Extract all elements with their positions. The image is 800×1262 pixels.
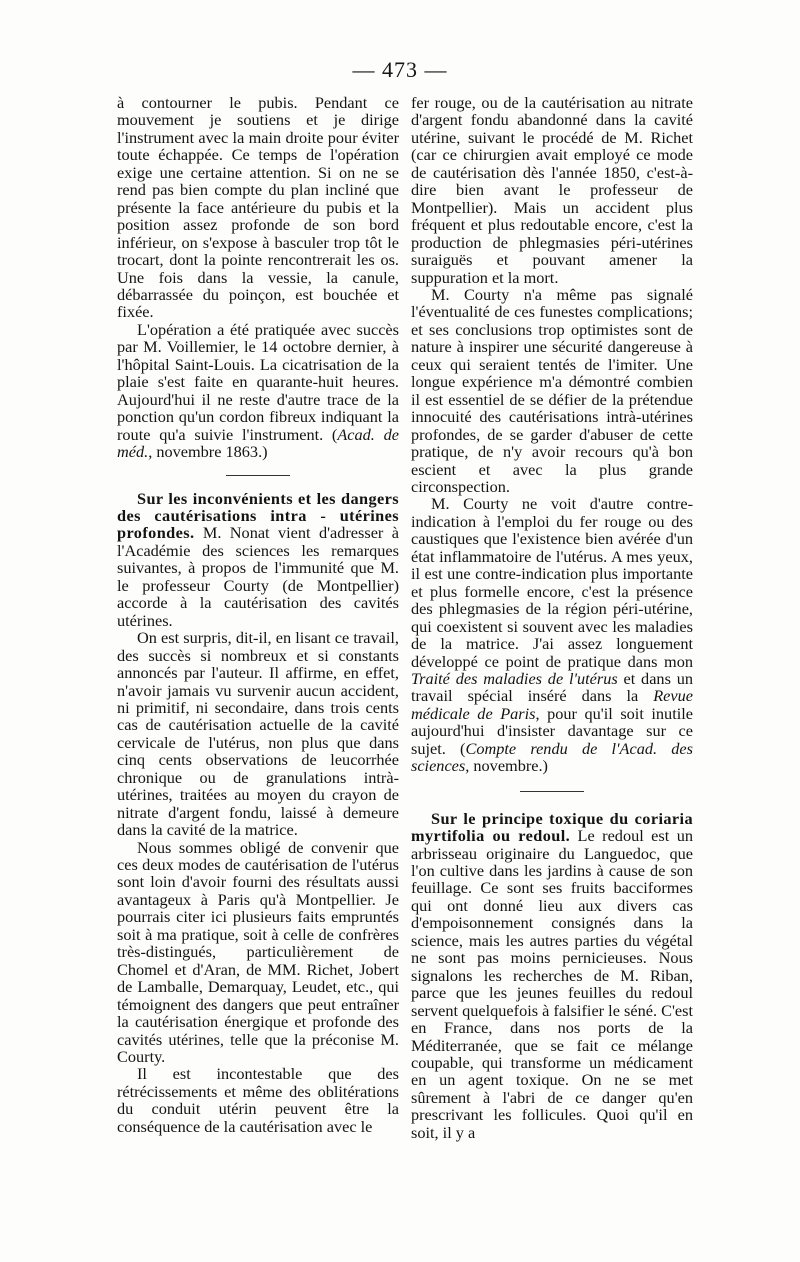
paragraph: Nous sommes obligé de convenir que ces deux modes de cautérisation de l'utérus sont loin d'avoir fourni des résultats aussi avantageux à Paris qu'à Montpellier. Je pourrais citer ici plusieurs faits empruntés soit à ma pratique, soit à celle de confrères très-distingués, particulièrement de Chomel et d'Aran, de MM. Richet, Jobert de Lamballe, Demarquay, Leudet, etc., qui témoignent des dangers que peut entraîner la cautérisation énergique et profonde des cavités utérines, telle que la préconise M. Courty. xyxy=(117,837,399,1067)
paragraph-text: , novembre.) xyxy=(465,756,548,776)
book-title: Traité des maladies de l'utérus xyxy=(411,668,618,688)
paragraph: On est surpris, dit-il, en lisant ce travail, des succès si nombreux et si constants annoncés par l'auteur. Il affirme, en effet, n'avoir jamais vu survenir aucun accident, ni primitif, ni secondaire, dans trois cents cas de cautérisation actuelle de la cavité cervicale de l'utérus, non plus que dans cinq cents observations de leucorrhée chronique ou de granulations intrà-utérines, traitées au moyen du crayon de nitrate d'argent fondu, laissé à demeure dans la cavité de la matrice. xyxy=(117,628,399,840)
paragraph-text: M. Nonat vient d'adresser à l'Académie des sciences les remarques suivantes, à propos de l'immunité que M. le professeur Courty (de Montpellier) accorde à la cautérisation des cavités utérines. xyxy=(117,523,399,630)
paragraph xyxy=(411,495,693,774)
section-paragraph xyxy=(411,810,693,1142)
paragraph: à contourner le pubis. Pendant ce mouvement je soutiens et je dirige l'instrument avec la main droite pour éviter toute échappée. Ce temps de l'opération exige une certaine attention. Si on ne se rend pas bien compte du plan incliné que présente la face antérieure du pubis et la position assez profonde de son bord inférieur, on s'expose à basculer trop tôt le trocart, dont la pointe rencontrerait les os. Une fois dans la vessie, la canule, débarrassée du poinçon, est bouchée et fixée. xyxy=(117,93,399,322)
section-paragraph xyxy=(117,490,399,630)
paragraph-text: , novembre 1863.) xyxy=(148,442,268,462)
page-number: — 473 — xyxy=(352,57,448,82)
section-heading: Sur le principe toxique du coriaria myrtifolia ou redoul. xyxy=(411,808,693,846)
citation: Acad. de méd. xyxy=(117,424,399,462)
right-column xyxy=(411,94,693,1141)
section-divider xyxy=(520,791,584,792)
paragraph-text: et dans un travail spécial inséré dans la xyxy=(411,668,693,706)
section-divider xyxy=(226,475,290,476)
paragraph-text: M. Courty ne voit d'autre contre-indication à l'emploi du fer rouge ou des caustiques que l'existence bien avérée d'un état inflammatoire de l'utérus. A mes yeux, il est une contre-indication plus importante et plus formelle encore, c'est la présence des phlegmasies de la région péri-utérine, qui coexistent si souvent avec les maladies de la matrice. J'ai assez longuement développé ce point de pratique dans mon xyxy=(411,494,693,671)
section-heading: Sur les inconvénients et les dangers des cautérisations intra - utérines profondes. xyxy=(117,488,399,543)
left-column xyxy=(117,94,399,1135)
paragraph: Il est incontestable que des rétrécissements et même des oblitérations du conduit utérin peuvent être la conséquence de la cautérisation avec le xyxy=(117,1064,399,1136)
paragraph: M. Courty n'a même pas signalé l'éventualité de ces funestes complications; et ses conclusions trop optimistes sont de nature à inspirer une sécurité dangereuse à ceux qui seraient tentés de l'imiter. Une longue expérience m'a démontré combien il est essentiel de se défier de la prétendue innocuité des cautérisations intrà-utérines profondes, de se garder d'abuser de cette pratique, de n'y avoir recours qu'à bon escient et avec la plus grande circonspection. xyxy=(411,284,693,496)
journal-title: Revue médicale de Paris xyxy=(411,686,693,723)
paragraph-text: Le redoul est un arbrisseau originaire du Languedoc, que l'on cultive dans les jardins à cause de son feuillage. Ce sont ses fruits bacciformes qui ont donné lieu aux divers cas d'empoisonnement consignés dans la science, mais les autres parties du végétal ne sont pas moins pernicieuses. Nous signalons les recherches de M. Riban, parce que les jeunes feuilles du redoul servent quelquefois à falsifier le séné. C'est en France, dans nos ports de la Méditerranée, que se fait ce mélange coupable, qui transforme un médicament en un agent toxique. On ne se met sûrement à l'abri de ce danger qu'en prescrivant les follicules. Quoi qu'il en soit, il y a xyxy=(411,826,693,1142)
paragraph: fer rouge, ou de la cautérisation au nitrate d'argent fondu abandonné dans la cavité utérine, suivant le procédé de M. Richet (car ce chirurgien avait employé ce mode de cautérisation dès l'année 1850, c'est-à-dire bien avant le professeur de Montpellier). Mais un accident plus fréquent et plus redoutable encore, c'est la production de phlegmasies péri-utérines suraiguës et pouvant amener la suppuration et la mort. xyxy=(411,93,693,287)
paragraph-text: , pour qu'il soit inutile aujourd'hui d'insister davantage sur ce sujet. ( xyxy=(411,703,693,758)
paragraph xyxy=(117,321,399,461)
citation: Compte rendu de l'Acad. des sciences xyxy=(411,738,693,776)
paragraph-text: L'opération a été pratiquée avec succès par M. Voillemier, le 14 octobre dernier, à l'hôpital Saint-Louis. La cicatrisation de la plaie s'est faite en quarante-huit heures. Aujourd'hui il ne reste d'autre trace de la ponction qu'un cordon fibreux indiquant la route qu'a suivie l'instrument. ( xyxy=(117,319,399,444)
